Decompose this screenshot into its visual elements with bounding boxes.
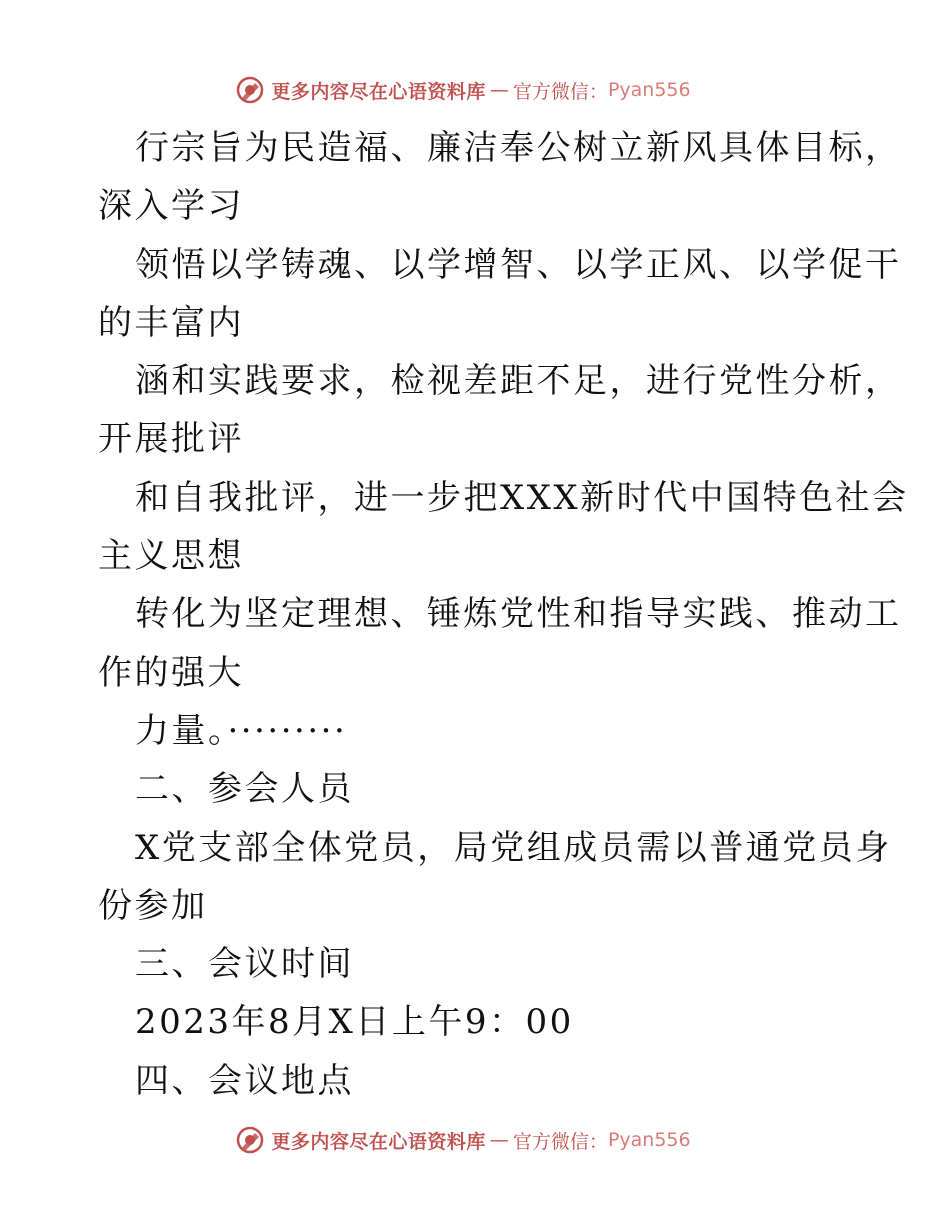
text-line: 涵和实践要求，检视差距不足，进行党性分析，	[135, 361, 902, 402]
watermark-text: 更多内容尽在心语资料库	[271, 80, 486, 103]
text-line: 力量。·········	[135, 710, 348, 751]
meeting-time: 2023年8月X日上午9：00	[135, 1002, 574, 1043]
text-line: 开展批评	[98, 419, 244, 460]
text-line: 的丰富内	[98, 302, 244, 343]
watermark-text: 更多内容尽在心语资料库	[271, 1130, 486, 1153]
watermark-separator: —	[489, 1129, 509, 1151]
text-line: 行宗旨为民造福、廉洁奉公树立新风具体目标，	[135, 128, 902, 168]
text-line: X党支部全体党员，局党组成员需以普通党员身	[135, 827, 892, 868]
section-heading: 四、会议地点	[135, 1060, 354, 1101]
watermark-separator: —	[489, 79, 509, 101]
text-line: 作的强大	[98, 652, 244, 693]
section-heading: 二、参会人员	[135, 769, 354, 810]
pen-logo-icon	[235, 75, 265, 105]
watermark-contact-label: 官方微信：	[512, 80, 608, 103]
document-body	[98, 119, 909, 1110]
header-watermark	[0, 70, 950, 110]
text-line: 领悟以学铸魂、以学增智、以学正风、以学促干	[135, 244, 902, 285]
text-line: 主义思想	[98, 536, 244, 577]
text-line: 深入学习	[98, 186, 244, 227]
pen-logo-icon	[235, 1125, 265, 1155]
text-line: 和自我批评，进一步把XXX新时代中国特色社会	[135, 477, 909, 518]
watermark-contact-id: Pyan556	[607, 1129, 691, 1151]
watermark-contact-label: 官方微信：	[512, 1130, 608, 1153]
text-line: 份参加	[98, 885, 208, 926]
section-heading: 三、会议时间	[135, 944, 354, 985]
watermark-contact-id: Pyan556	[607, 79, 691, 101]
text-line: 转化为坚定理想、锤炼党性和指导实践、推动工	[135, 594, 902, 635]
footer-watermark	[0, 1120, 950, 1160]
